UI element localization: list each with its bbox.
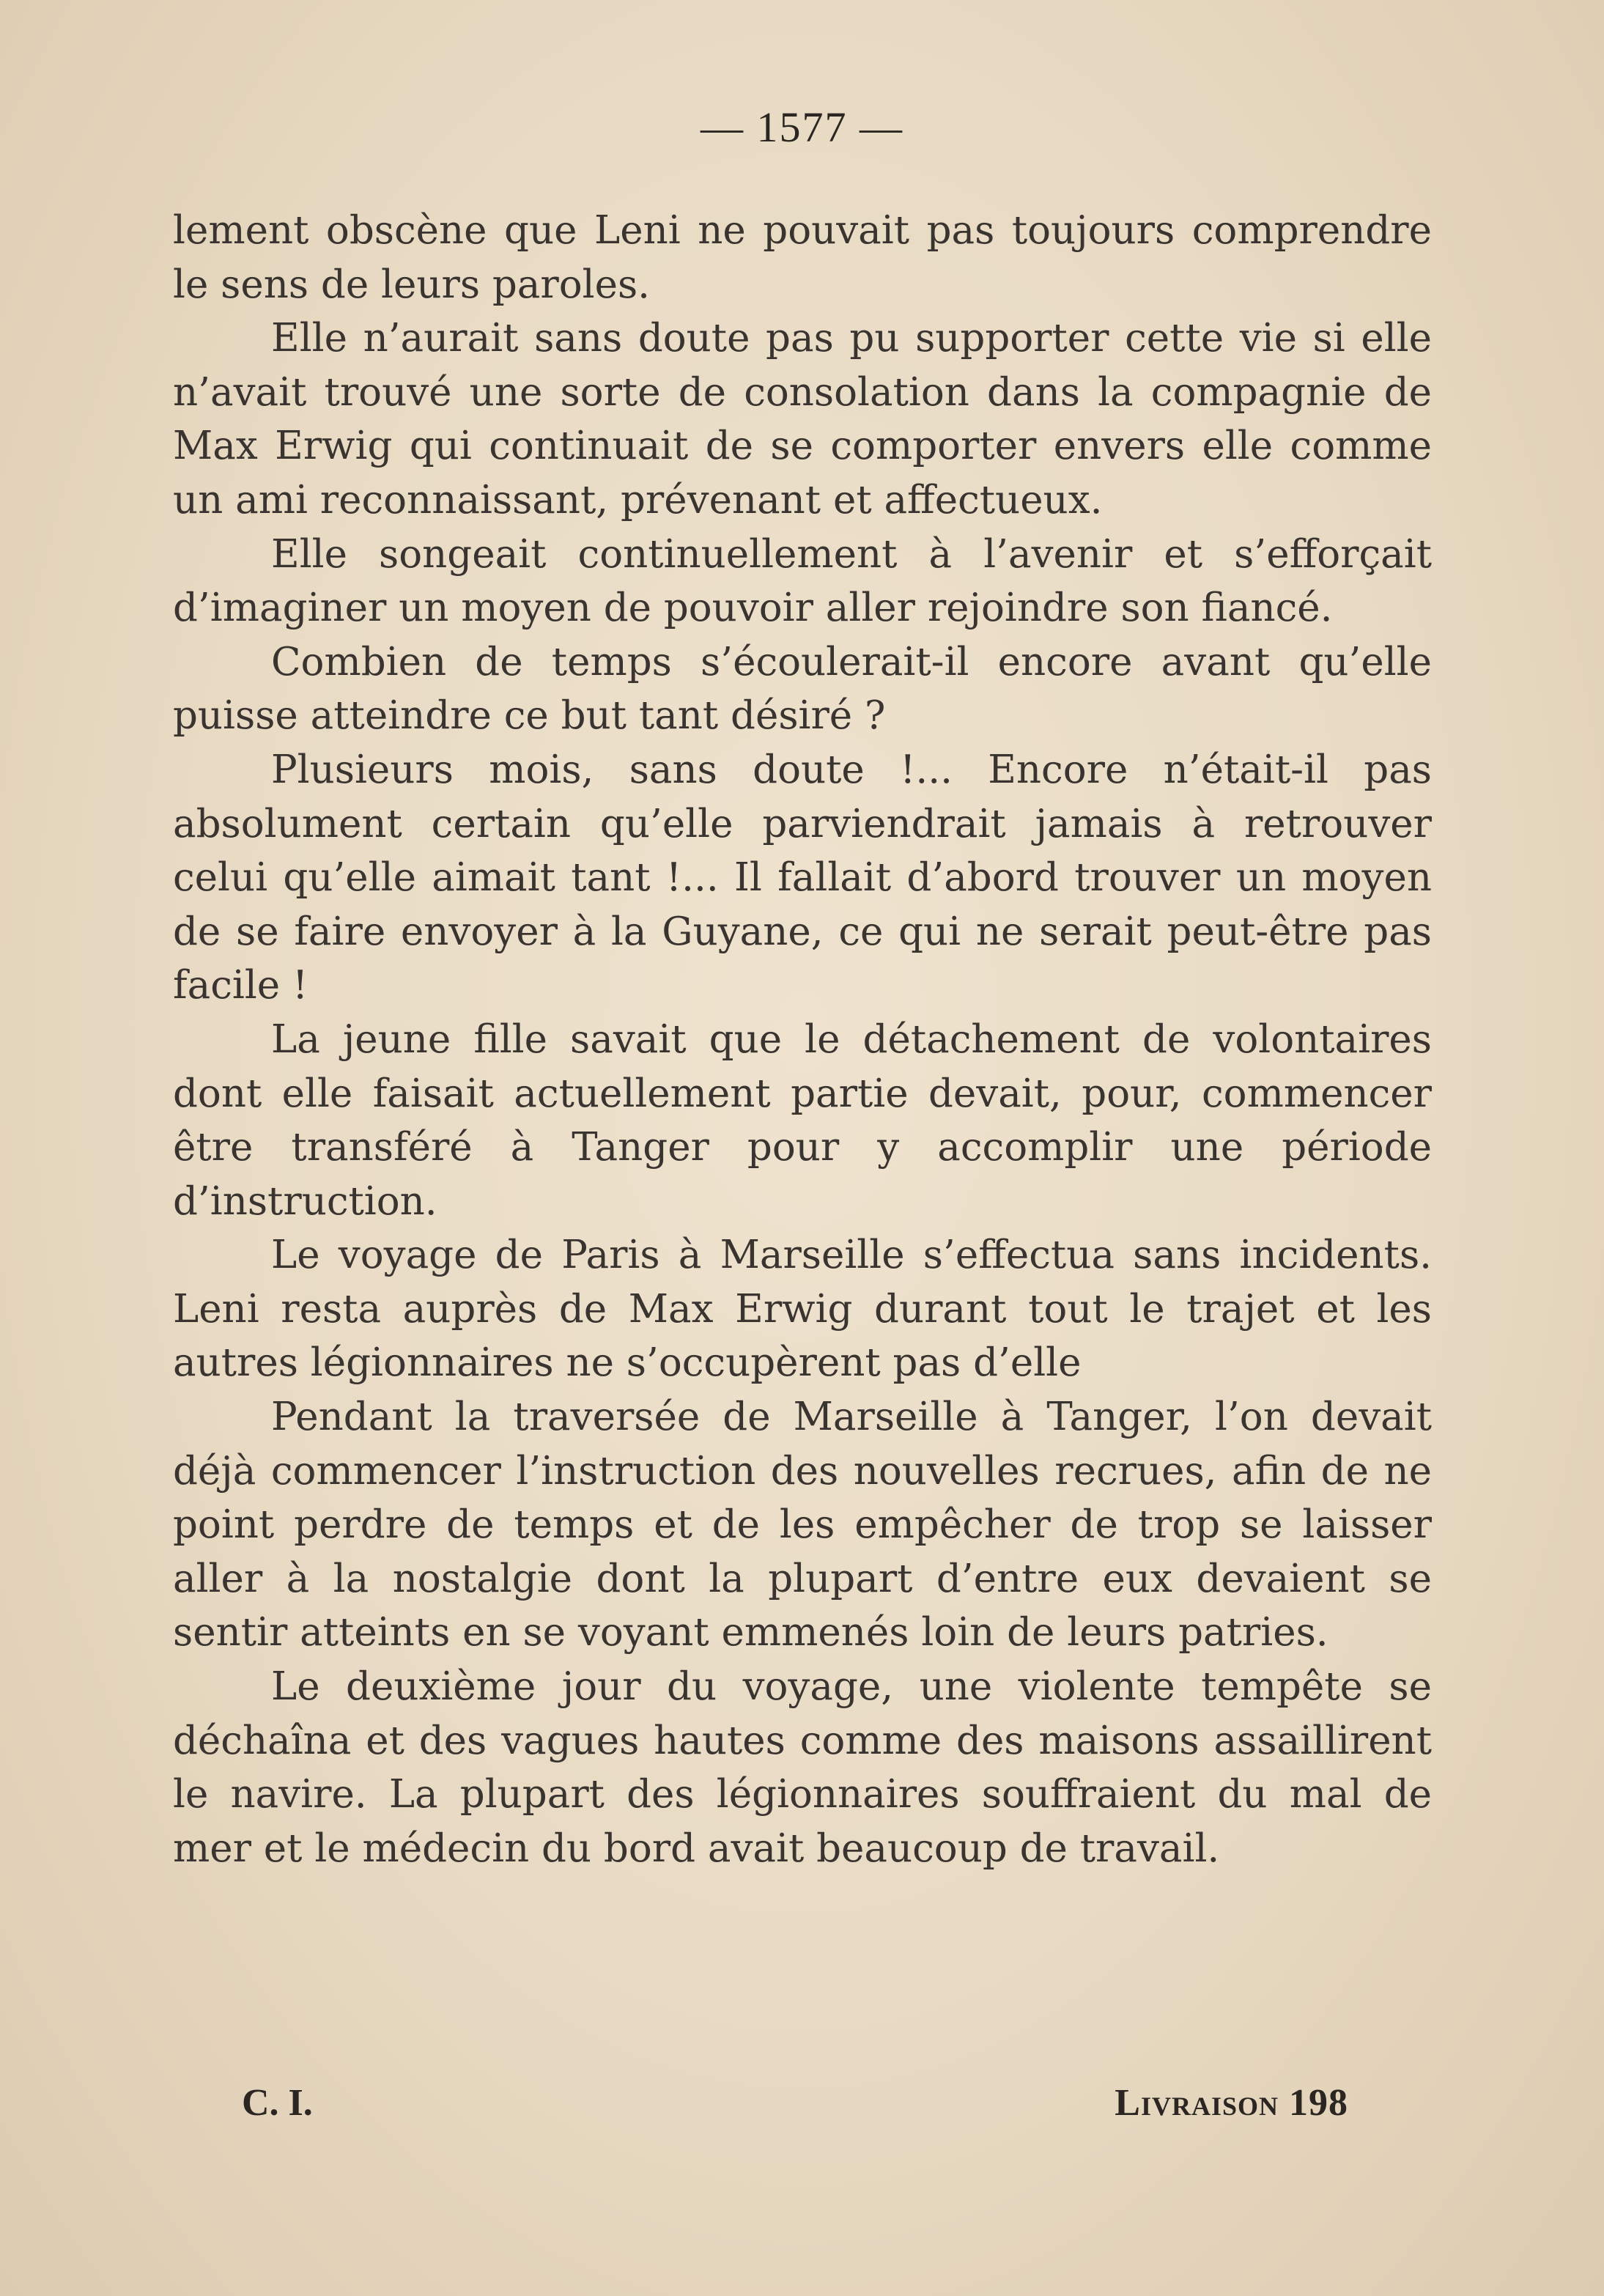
paragraph: La jeune fille savait que le détachement de volontaires dont elle faisait actuellement partie devait, pour, commencer être transféré à Tanger pour y accomplir une période d’instruction. xyxy=(173,1016,1432,1224)
paragraph: lement obscène que Leni ne pouvait pas toujours comprendre le sens de leurs paroles. xyxy=(173,208,1432,307)
paragraph: Combien de temps s’écoulerait-il encore avant qu’elle puisse atteindre ce but tant désiré ? xyxy=(173,639,1432,739)
paragraph: Elle n’aurait sans doute pas pu supporter cette vie si elle n’avait trouvé une sorte de consolation dans la compagnie de Max Erwig qui continuait de se comporter envers elle comme un ami reconnaissant, prévenant et affectueux. xyxy=(173,316,1432,523)
body-text xyxy=(173,204,1432,1875)
paragraph: Elle songeait continuellement à l’avenir et s’efforçait d’imaginer un moyen de pouvoir aller rejoindre son fiancé. xyxy=(173,531,1432,631)
footer-livraison: Livraison 198 xyxy=(1115,2082,1348,2124)
paragraph: Pendant la traversée de Marseille à Tanger, l’on devait déjà commencer l’instruction des nouvelles recrues, afin de ne point perdre de temps et de les empêcher de trop se laisser aller à la nostalgie dont la plupart d’entre eux devaient se sentir atteints en se voyant emmenés loin de leurs patries. xyxy=(173,1395,1432,1655)
page-number: — 1577 — xyxy=(701,103,903,151)
paragraph: Le deuxième jour du voyage, une violente tempête se déchaîna et des vagues hautes comme des maisons assaillirent le navire. La plupart des légionnaires souffraient du mal de mer et le médecin du bord avait beaucoup de travail. xyxy=(173,1664,1432,1871)
paragraph: Plusieurs mois, sans doute !... Encore n’était-il pas absolument certain qu’elle parviendrait jamais à retrouver celui qu’elle aimait tant !... Il fallait d’abord trouver un moyen de se faire envoyer à la Guyane, ce qui ne serait peut-être pas facile ! xyxy=(173,747,1432,1008)
paragraph: Le voyage de Paris à Marseille s’effectua sans incidents. Leni resta auprès de Max Erwig durant tout le trajet et les autres légionnaires ne s’occupèrent pas d’elle xyxy=(173,1233,1432,1386)
footer-signature: C. I. xyxy=(242,2082,313,2124)
